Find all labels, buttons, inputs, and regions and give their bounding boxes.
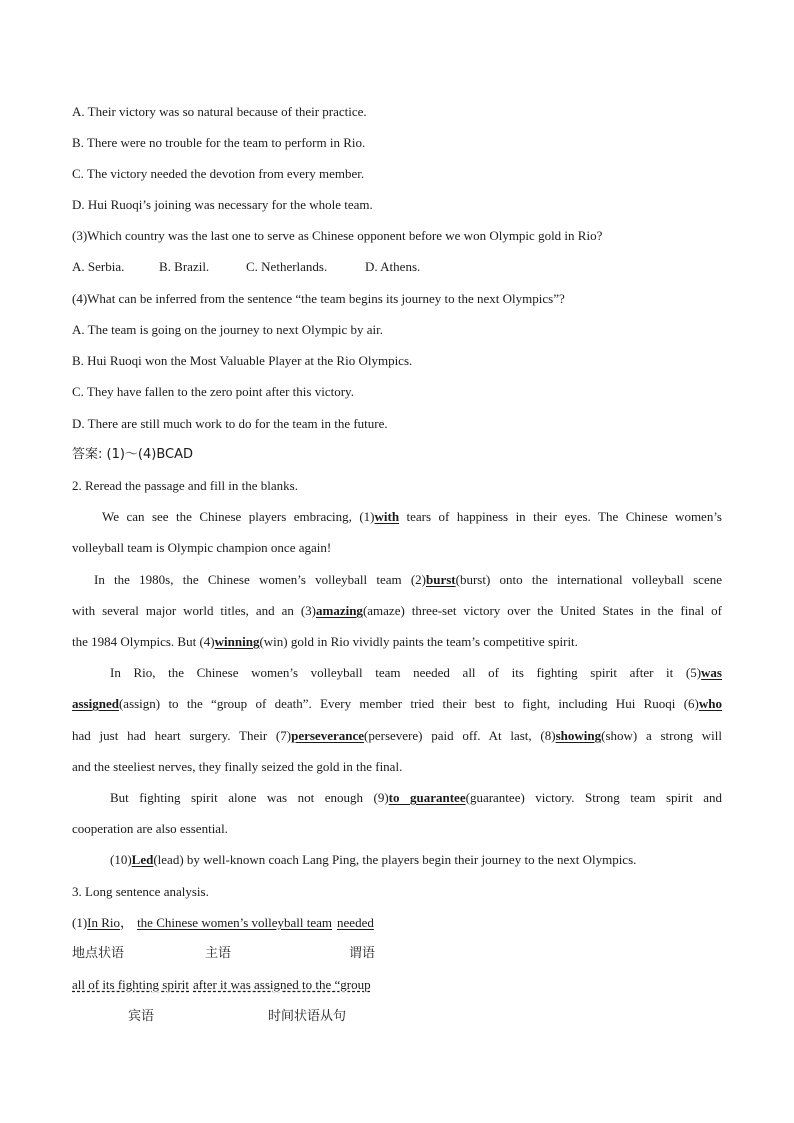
answer-3: amazing	[315, 603, 363, 618]
q3-question: (3)Which country was the last one to serve as Chinese opponent before we won Olympic gold in Rio?	[72, 228, 603, 243]
label-time-clause: 时间状语从句	[268, 1009, 347, 1024]
label-predicate: 谓语	[349, 946, 376, 961]
q4-question: (4)What can be inferred from the sentence “the team begins its journey to the next Olympics”?	[72, 291, 565, 306]
label-subject: 主语	[205, 946, 232, 961]
q2-option-b: B. There were no trouble for the team to perform in Rio.	[72, 135, 366, 150]
label-adverbial-place: 地点状语	[72, 946, 125, 961]
p2-line3: the 1984 Olympics. But (4)winning(win) gold in Rio vividly paints the team’s competitive spirit.	[72, 634, 578, 649]
adverbial-place: In Rio	[87, 915, 121, 930]
answer-2: burst	[426, 572, 456, 587]
q3-option-d: D. Athens.	[365, 259, 421, 274]
predicate: needed	[337, 915, 374, 930]
p2-line1: In the 1980s, the Chinese women’s volleyball team (2)burst(burst) onto the international volleyball scene	[94, 572, 722, 587]
p3-line4: and the steeliest nerves, they finally seized the gold in the final.	[72, 759, 403, 774]
q2-option-c: C. The victory needed the devotion from every member.	[72, 166, 365, 181]
q2-option-d: D. Hui Ruoqi’s joining was necessary for the whole team.	[72, 197, 373, 212]
task3-heading: 3. Long sentence analysis.	[72, 884, 209, 899]
p1-line2: volleyball team is Olympic champion once again!	[72, 540, 332, 555]
sentence1-line1: (1)In Rio， the Chinese women’s volleyball team needed	[72, 915, 374, 930]
answer-1: with	[374, 509, 400, 524]
answer-8: showing	[555, 728, 602, 743]
label-object: 宾语	[128, 1009, 155, 1024]
time-clause: after it was assigned to the “group	[193, 977, 371, 992]
p3-line2: assigned(assign) to the “group of death”. Every member tried their best to fight, including Hui Ruoqi (6)who	[72, 696, 722, 711]
answer-key: 答案: (1)～(4)BCAD	[72, 447, 194, 462]
q4-option-a: A. The team is going on the journey to next Olympic by air.	[72, 322, 383, 337]
object: all of its fighting spirit	[72, 977, 189, 992]
answer-5b: assigned	[72, 696, 119, 711]
p2-line2: with several major world titles, and an (3)amazing(amaze) three-set victory over the United States in the final of	[72, 603, 722, 618]
q4-option-c: C. They have fallen to the zero point after this victory.	[72, 384, 354, 399]
q3-option-c: C. Netherlands.	[246, 259, 328, 274]
q3-option-b: B. Brazil.	[159, 259, 210, 274]
p1-line1: We can see the Chinese players embracing, (1)with tears of happiness in their eyes. The Chinese women’s	[102, 509, 722, 524]
q4-option-b: B. Hui Ruoqi won the Most Valuable Player at the Rio Olympics.	[72, 353, 413, 368]
p4-line2: cooperation are also essential.	[72, 821, 228, 836]
answer-10: Led	[131, 852, 154, 867]
sentence1-line2	[72, 977, 371, 993]
p5-line1: (10)Led(lead) by well-known coach Lang Ping, the players begin their journey to the next Olympics.	[110, 852, 637, 867]
task2-heading: 2. Reread the passage and fill in the blanks.	[72, 478, 298, 493]
p4-line1: But fighting spirit alone was not enough (9)to guarantee(guarantee) victory. Strong team spirit and	[110, 790, 722, 805]
q4-option-d: D. There are still much work to do for the team in the future.	[72, 416, 388, 431]
q2-option-a: A. Their victory was so natural because of their practice.	[72, 104, 367, 119]
answer-6: who	[698, 696, 722, 711]
answer-5a: was	[701, 665, 722, 680]
answer-7: perseverance	[291, 728, 365, 743]
p3-line1: In Rio, the Chinese women’s volleyball team needed all of its fighting spirit after it (5)was	[110, 665, 722, 680]
q3-options	[72, 259, 420, 275]
p3-line3: had just had heart surgery. Their (7)perseverance(persevere) paid off. At last, (8)showing(show) a strong will	[72, 728, 722, 743]
answer-9: to guarantee	[388, 790, 466, 805]
answer-4: winning	[214, 634, 260, 649]
subject: the Chinese women’s volleyball team	[137, 915, 333, 930]
q3-option-a: A. Serbia.	[72, 259, 125, 274]
